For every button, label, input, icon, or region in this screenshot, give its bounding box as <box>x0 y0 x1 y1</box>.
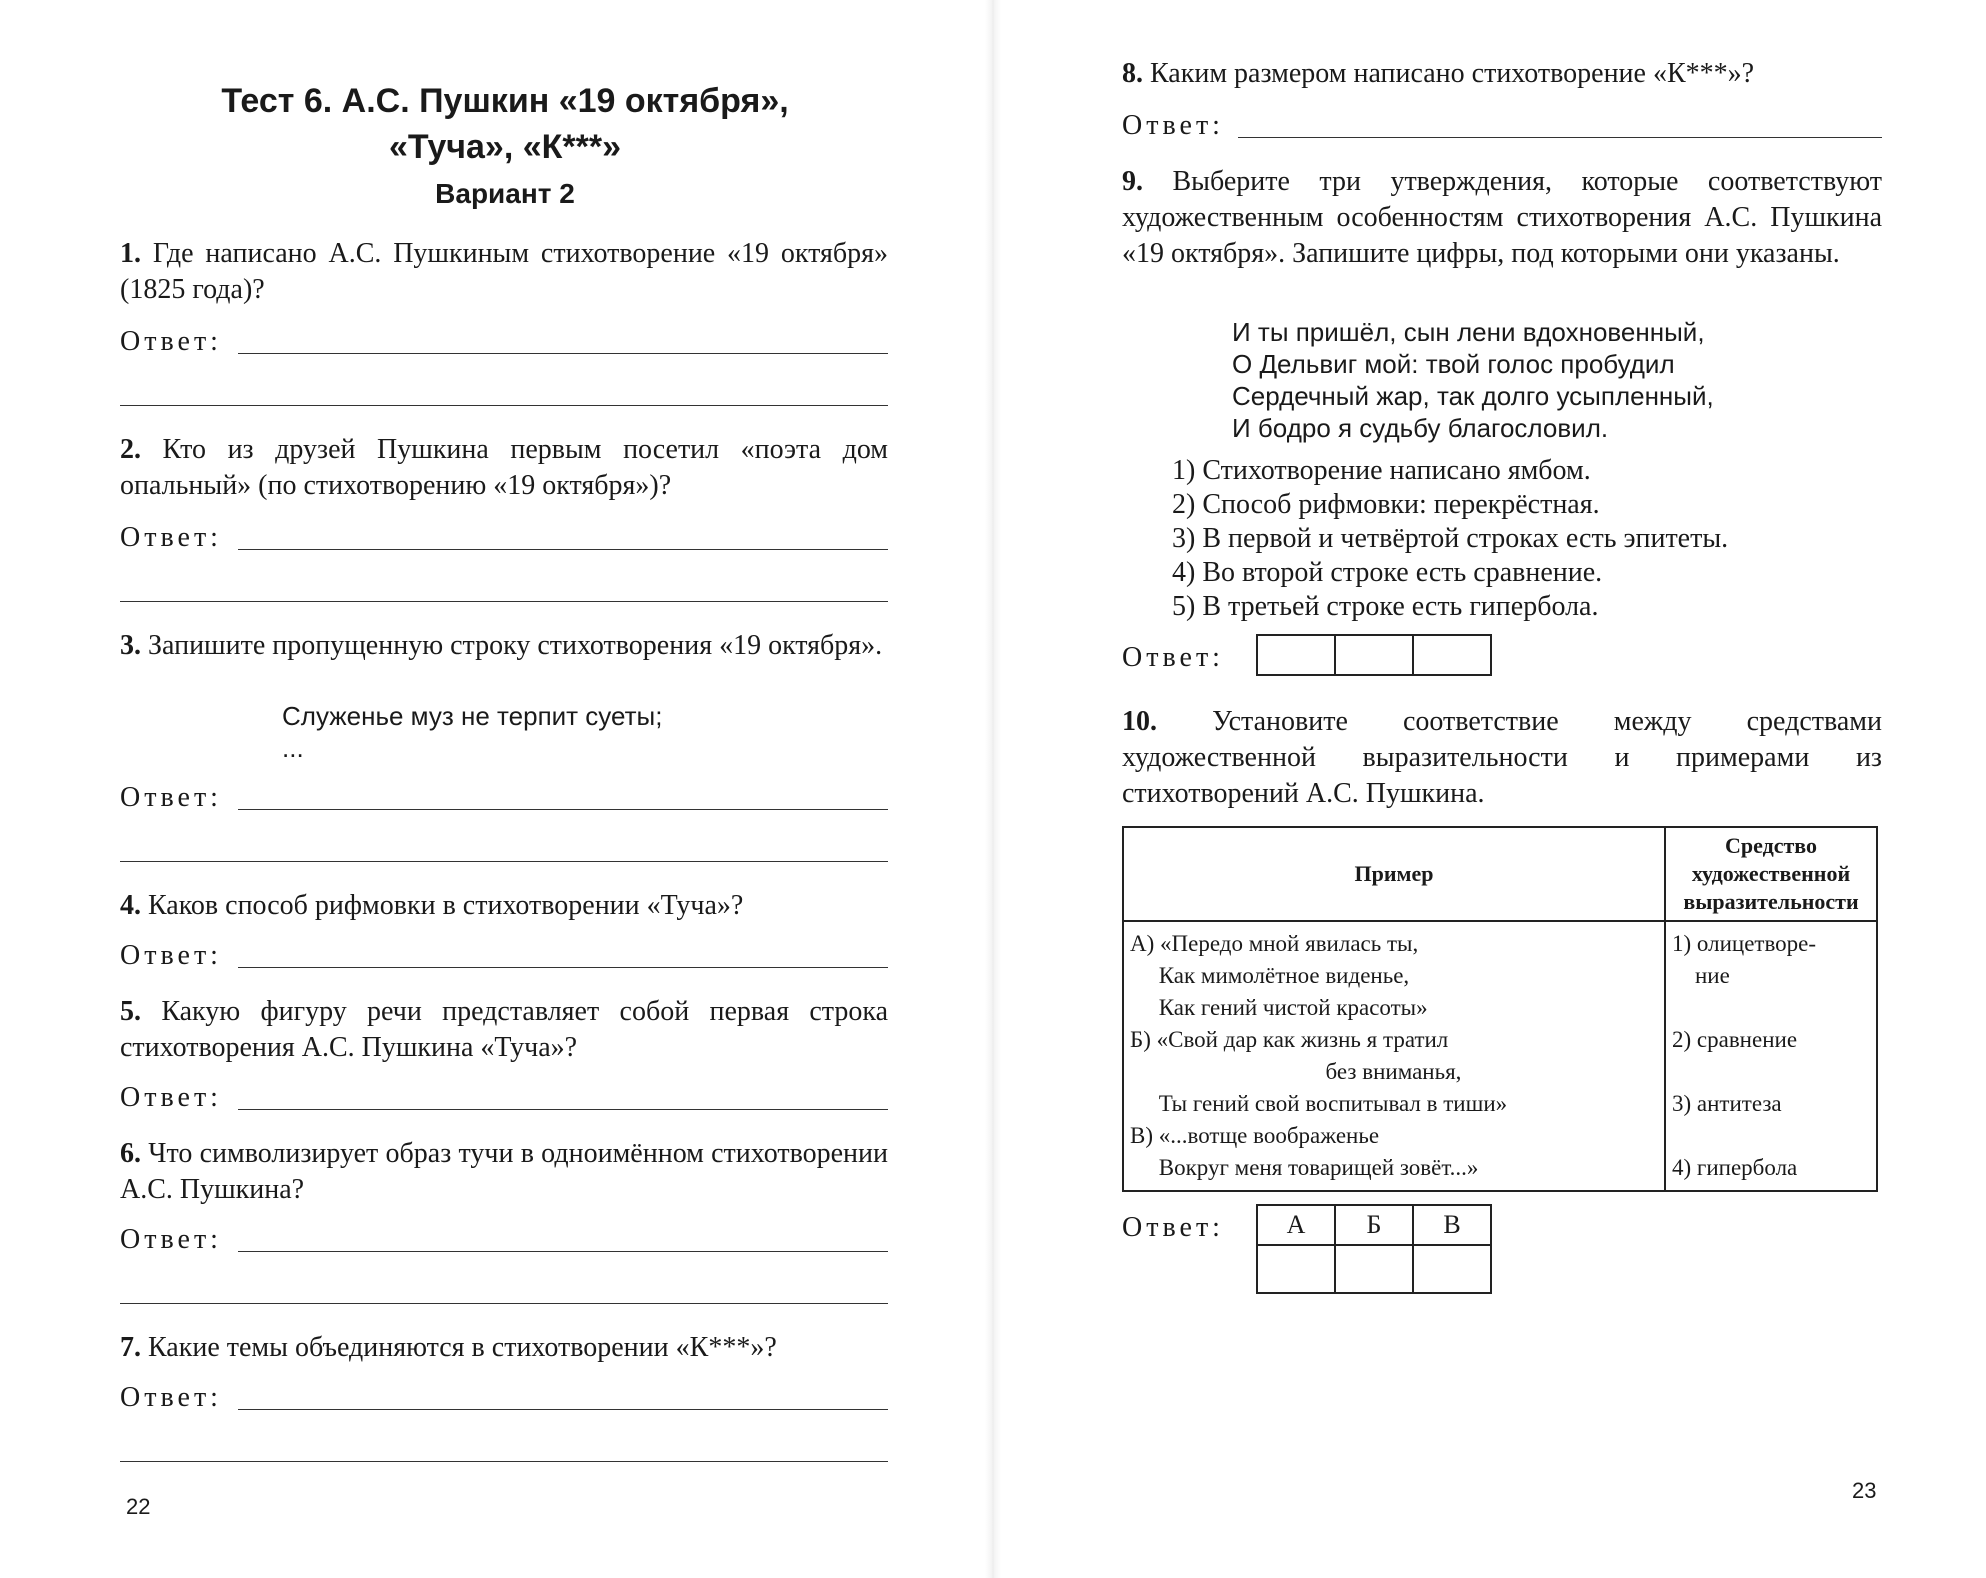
answer-line[interactable] <box>120 1303 888 1304</box>
option-item: 4) Во второй строке есть сравнение. <box>1172 557 1603 588</box>
example-line: В) «...вотще воображенье <box>1130 1123 1380 1148</box>
option-item: 3) В первой и четвёртой строках есть эпитеты. <box>1172 523 1729 554</box>
answer-line[interactable] <box>120 861 888 862</box>
question-text: Какую фигуру речи представляет собой первая строка стихотворения А.С. Пушкина «Туча»? <box>120 996 888 1063</box>
answer-cell[interactable] <box>1413 1245 1491 1293</box>
question-5 <box>120 994 888 1066</box>
header-line: выразительности <box>1683 889 1859 914</box>
question-text: Каким размером написано стихотворение «К***»? <box>1150 58 1755 89</box>
test-title-line1: Тест 6. А.С. Пушкин «19 октября», <box>221 82 789 120</box>
device-line: 4) гипербола <box>1672 1155 1798 1180</box>
question-10 <box>1122 704 1882 812</box>
matching-table <box>1122 826 1878 1192</box>
example-line: Ты гений свой воспитывал в тиши» <box>1130 1091 1508 1116</box>
poem-line: Сердечный жар, так долго усыпленный, <box>1232 381 1714 411</box>
poem-line: Служенье муз не терпит суеты; <box>282 701 663 731</box>
header-line: художественной <box>1691 861 1851 886</box>
poem-line: И бодро я судьбу благословил. <box>1232 413 1609 443</box>
example-line: Как гений чистой красоты» <box>1130 995 1428 1020</box>
answer-label: Ответ: <box>120 522 222 553</box>
question-1 <box>120 236 888 308</box>
question-text: Кто из друзей Пушкина первым посетил «поэта дом опальный» (по стихотворению «19 октября»)? <box>120 434 889 501</box>
example-line: без вниманья, <box>1130 1059 1462 1084</box>
answer-label: Ответ: <box>1122 642 1224 673</box>
question-text: Выберите три утверждения, которые соответствуют художественным особенностям стихотворения А.С. Пушкина «19 октября». Запишите цифры, под которыми они указаны. <box>1122 166 1882 269</box>
answer-line[interactable] <box>238 353 888 354</box>
device-line: 1) олицетворе- <box>1672 931 1817 956</box>
device-line: ние <box>1672 963 1730 988</box>
header-line: Средство <box>1724 833 1818 858</box>
question-number: 9. <box>1122 166 1143 197</box>
answer-label: Ответ: <box>1122 110 1224 141</box>
question-number: 10. <box>1122 706 1157 737</box>
example-line: А) «Передо мной явилась ты, <box>1130 931 1419 956</box>
question-number: 7. <box>120 1332 141 1363</box>
question-number: 1. <box>120 238 141 269</box>
column-header-example: Пример <box>1123 827 1665 921</box>
question-2 <box>120 432 888 504</box>
question-number: 5. <box>120 996 141 1027</box>
answer-cell[interactable] <box>1335 635 1413 675</box>
device-line <box>1672 1056 1870 1088</box>
question-text: Запишите пропущенную строку стихотворения «19 октября». <box>148 630 883 661</box>
question-text: Что символизирует образ тучи в одноимённом стихотворении А.С. Пушкина? <box>120 1138 888 1205</box>
grid-header-b: Б <box>1335 1205 1413 1245</box>
answer-cell[interactable] <box>1335 1245 1413 1293</box>
question-9 <box>1122 164 1882 272</box>
answer-line[interactable] <box>238 967 888 968</box>
question-text: Каков способ рифмовки в стихотворении «Туча»? <box>148 890 744 921</box>
answer-grid-q10 <box>1256 1204 1492 1294</box>
answer-line[interactable] <box>238 1251 888 1252</box>
device-line <box>1672 992 1870 1024</box>
answer-line[interactable] <box>238 549 888 550</box>
answer-cell[interactable] <box>1257 635 1335 675</box>
question-number: 3. <box>120 630 141 661</box>
examples-cell <box>1123 921 1665 1191</box>
question-text: Где написано А.С. Пушкиным стихотворение «19 октября» (1825 года)? <box>120 238 889 305</box>
question-8 <box>1122 56 1882 92</box>
answer-cell[interactable] <box>1413 635 1491 675</box>
answer-cell[interactable] <box>1257 1245 1335 1293</box>
question-number: 6. <box>120 1138 141 1169</box>
column-header-device <box>1665 827 1877 921</box>
question-6 <box>120 1136 888 1208</box>
answer-line[interactable] <box>238 1109 888 1110</box>
question-7 <box>120 1330 888 1366</box>
option-item: 5) В третьей строке есть гипербола. <box>1172 591 1599 622</box>
question-3 <box>120 628 888 664</box>
answer-label: Ответ: <box>120 782 222 813</box>
answer-label: Ответ: <box>120 326 222 357</box>
question-4 <box>120 888 888 924</box>
answer-label: Ответ: <box>120 1224 222 1255</box>
device-line <box>1672 1120 1870 1152</box>
question-number: 4. <box>120 890 141 921</box>
poem-line: О Дельвиг мой: твой голос пробудил <box>1232 349 1675 379</box>
question-text: Установите соответствие между средствами художественной выразительности и примерами из стихотворений А.С. Пушкина. <box>1122 706 1882 809</box>
question-number: 2. <box>120 434 141 465</box>
answer-grid-q9 <box>1256 634 1492 676</box>
poem-ellipsis: ... <box>282 733 304 763</box>
test-title-line2: «Туча», «К***» <box>388 128 621 166</box>
answer-label: Ответ: <box>120 1382 222 1413</box>
example-line: Вокруг меня товарищей зовёт...» <box>1130 1155 1479 1180</box>
device-line: 3) антитеза <box>1672 1091 1782 1116</box>
devices-cell <box>1665 921 1877 1191</box>
answer-line[interactable] <box>120 601 888 602</box>
example-line: Б) «Свой дар как жизнь я тратил <box>1130 1027 1449 1052</box>
page-number: 23 <box>1852 1478 1877 1503</box>
answer-line[interactable] <box>238 1409 888 1410</box>
option-item: 1) Стихотворение написано ямбом. <box>1172 455 1591 486</box>
grid-header-a: А <box>1257 1205 1335 1245</box>
device-line: 2) сравнение <box>1672 1027 1798 1052</box>
poem-line: И ты пришёл, сын лени вдохновенный, <box>1232 317 1705 347</box>
example-line: Как мимолётное виденье, <box>1130 963 1410 988</box>
question-number: 8. <box>1122 58 1143 89</box>
answer-label: Ответ: <box>120 940 222 971</box>
answer-line[interactable] <box>120 405 888 406</box>
question-text: Какие темы объединяются в стихотворении «К***»? <box>148 1332 777 1363</box>
answer-line[interactable] <box>1238 137 1882 138</box>
option-item: 2) Способ рифмовки: перекрёстная. <box>1172 489 1600 520</box>
answer-label: Ответ: <box>1122 1212 1224 1243</box>
answer-label: Ответ: <box>120 1082 222 1113</box>
variant-heading: Вариант 2 <box>435 178 575 209</box>
answer-line[interactable] <box>120 1461 888 1462</box>
grid-header-v: В <box>1413 1205 1491 1245</box>
page-number: 22 <box>126 1494 151 1519</box>
answer-line[interactable] <box>238 809 888 810</box>
